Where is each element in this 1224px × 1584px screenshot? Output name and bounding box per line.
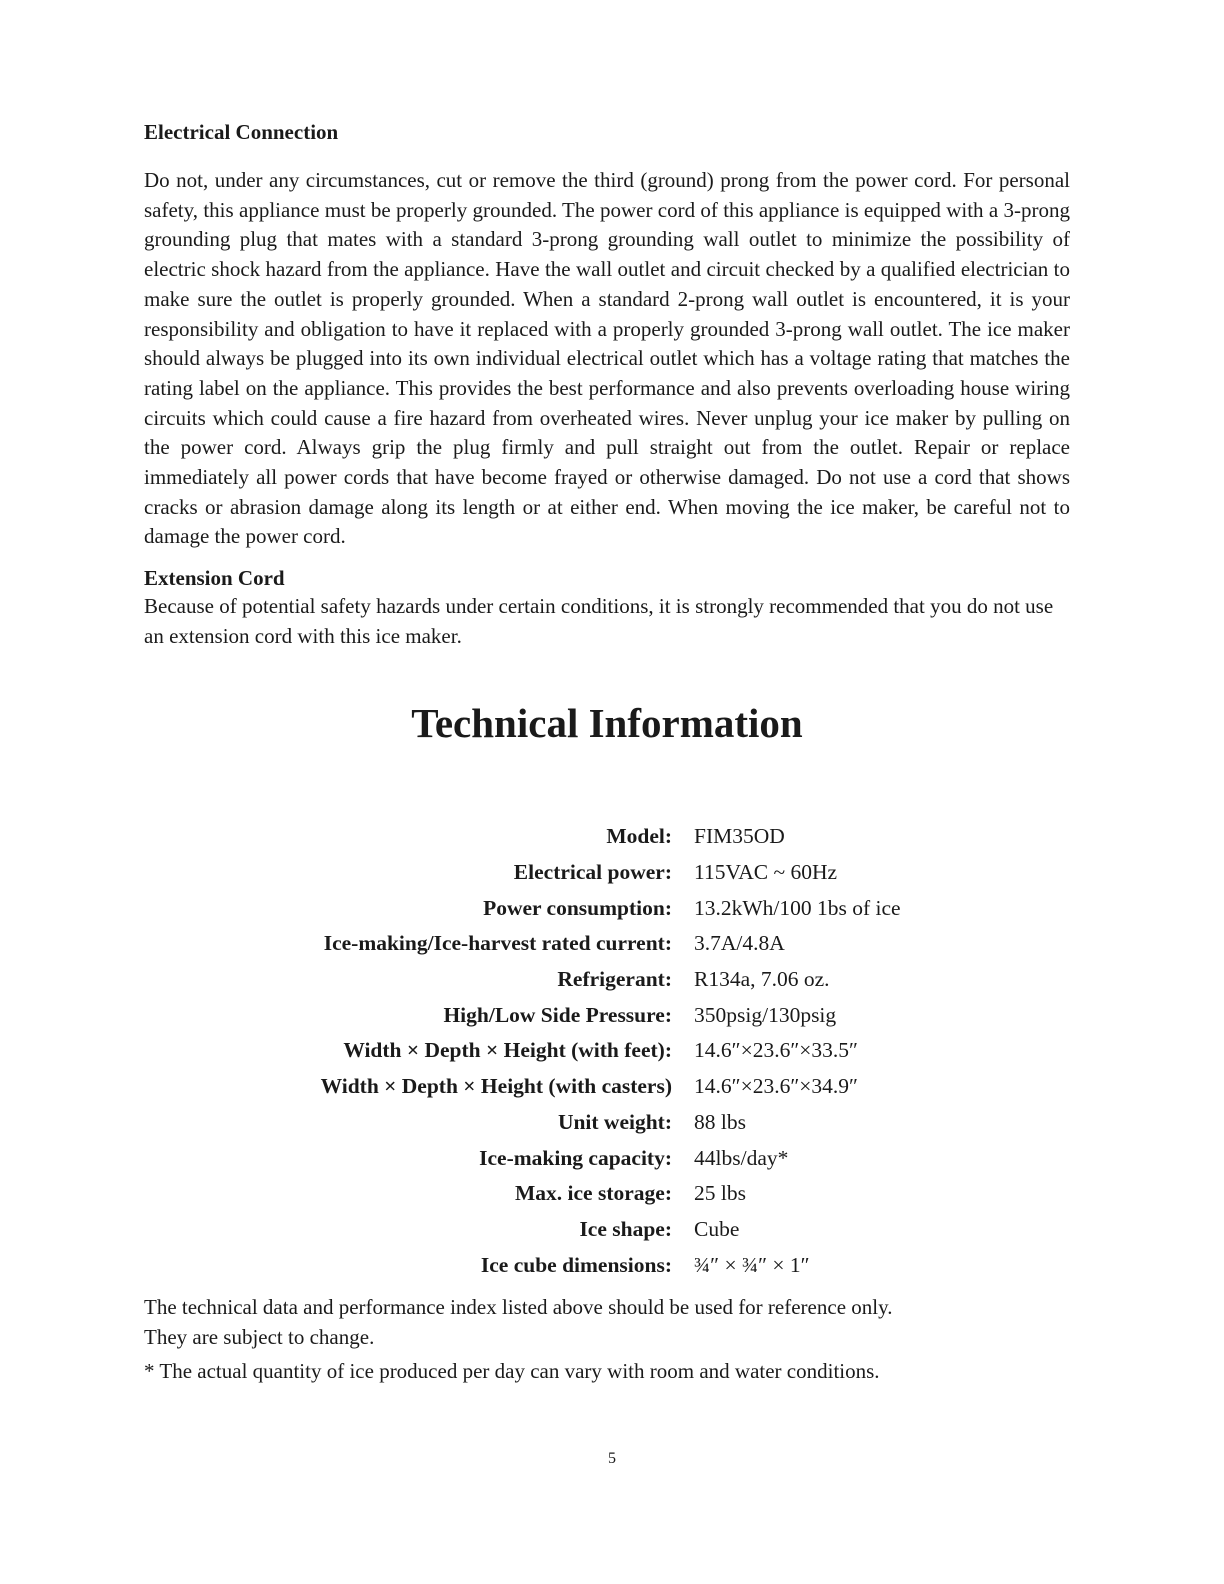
spec-row <box>144 962 1070 998</box>
spec-value: R134a, 7.06 oz. <box>694 967 830 992</box>
ice-quantity-footnote: * The actual quantity of ice produced per day can vary with room and water conditions. <box>144 1359 880 1383</box>
spec-value: 14.6″×23.6″×33.5″ <box>694 1038 858 1063</box>
spec-value: 115VAC ~ 60Hz <box>694 860 838 885</box>
spec-label: High/Low Side Pressure: <box>443 1002 672 1027</box>
spec-label: Model: <box>606 824 672 849</box>
spec-label: Ice-making capacity: <box>479 1145 672 1170</box>
spec-row <box>144 1176 1070 1212</box>
spec-label: Electrical power: <box>513 860 672 885</box>
spec-row <box>144 819 1070 855</box>
spec-label: Unit weight: <box>557 1109 672 1134</box>
spec-row <box>144 1140 1070 1176</box>
spec-row <box>144 1212 1070 1248</box>
technical-information-title: Technical Information <box>411 699 803 746</box>
spec-row <box>144 997 1070 1033</box>
spec-value: ¾″ × ¾″ × 1″ <box>694 1252 810 1277</box>
spec-value: 3.7A/4.8A <box>694 931 785 956</box>
spec-value: Cube <box>694 1216 740 1241</box>
page-content <box>144 118 1070 748</box>
spec-row <box>144 1069 1070 1105</box>
spec-label: Power consumption: <box>483 895 672 920</box>
subject-to-change-note: They are subject to change. <box>144 1325 375 1349</box>
extension-cord-text: Because of potential safety hazards under certain conditions, it is strongly recommended that you do not use an extension cord with this ice maker. <box>144 594 1054 648</box>
spec-label: Max. ice storage: <box>515 1181 672 1206</box>
spec-label: Refrigerant: <box>557 967 672 992</box>
reference-note: The technical data and performance index listed above should be used for reference only. <box>144 1295 893 1319</box>
spec-value: 14.6″×23.6″×34.9″ <box>694 1074 858 1099</box>
spec-row <box>144 1033 1070 1069</box>
spec-value: 25 lbs <box>694 1181 746 1206</box>
electrical-connection-heading: Electrical Connection <box>144 120 339 144</box>
spec-value: 350psig/130psig <box>694 1002 837 1027</box>
spec-row <box>144 1105 1070 1141</box>
page-number: 5 <box>608 1450 616 1467</box>
technical-notes <box>144 1292 1070 1386</box>
spec-table <box>144 819 1070 1283</box>
spec-label: Width × Depth × Height (with casters) <box>320 1074 672 1099</box>
spec-label: Ice cube dimensions: <box>480 1252 672 1277</box>
spec-label: Ice-making/Ice-harvest rated current: <box>323 931 672 956</box>
spec-row <box>144 926 1070 962</box>
spec-row <box>144 855 1070 891</box>
extension-cord-heading: Extension Cord <box>144 566 285 591</box>
spec-value: FIM35OD <box>694 824 785 849</box>
spec-row <box>144 890 1070 926</box>
spec-label: Ice shape: <box>579 1216 672 1241</box>
spec-row <box>144 1247 1070 1283</box>
spec-value: 88 lbs <box>694 1109 746 1134</box>
spec-value: 13.2kWh/100 1bs of ice <box>694 895 901 920</box>
electrical-connection-text: Do not, under any circumstances, cut or remove the third (ground) prong from the power cord. For personal safety, this appliance must be properly grounded. The power cord of this appliance is equipped with a 3-prong grounding plug that mates with a standard 3-prong grounding wall outlet to minimize the possibility of electric shock hazard from the appliance. Have the wall outlet and circuit checked by a qualified electrician to make sure the outlet is properly grounded. When a standard 2-prong wall outlet is encountered, it is your responsibility and obligation to have it replaced with a properly grounded 3-prong wall outlet. The ice maker should always be plugged into its own individual electrical outlet which has a voltage rating that matches the rating label on the appliance. This provides the best performance and also prevents overloading house wiring circuits which could cause a fire hazard from overheated wires. Never unplug your ice maker by pulling on the power cord. Always grip the plug firmly and pull straight out from the outlet. Repair or replace immediately all power cords that have become frayed or otherwise damaged. Do not use a cord that shows cracks or abrasion damage along its length or at either end. When moving the ice maker, be careful not to damage the power cord. <box>144 168 1070 549</box>
spec-value: 44lbs/day* <box>694 1145 789 1170</box>
spec-label: Width × Depth × Height (with feet): <box>343 1038 672 1063</box>
